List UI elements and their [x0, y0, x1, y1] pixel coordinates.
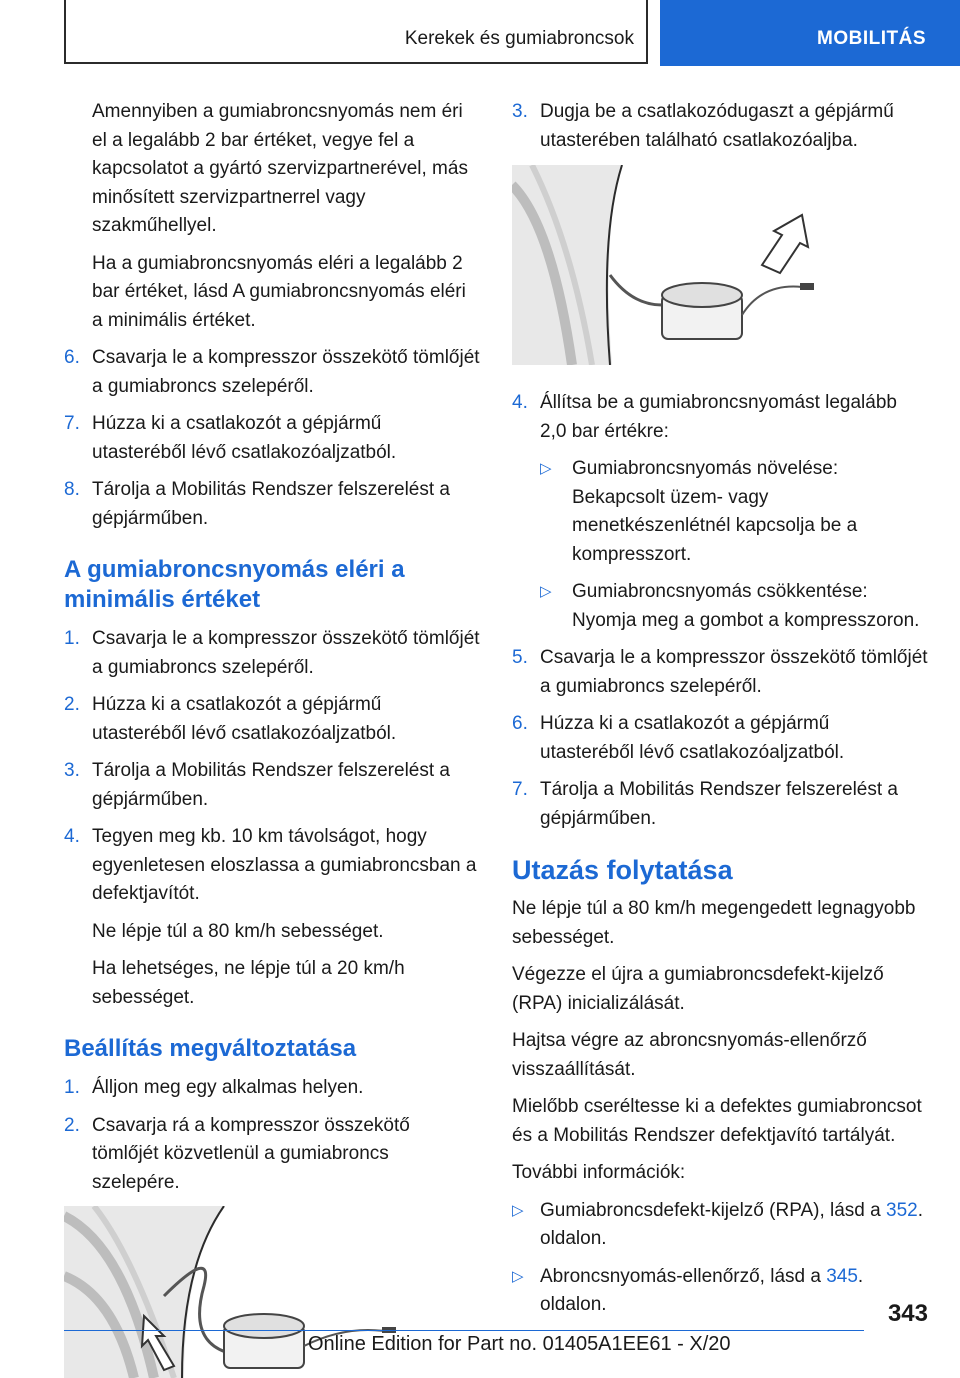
- list-item: [64, 344, 480, 401]
- step-text: Csavarja le a kompresszor összekötő tömlőjét a gumiabroncs szelepéről.: [540, 647, 928, 697]
- page-number: 343: [887, 1300, 928, 1327]
- triangle-bullet-icon: ▷: [540, 583, 552, 600]
- step-number: 7.: [512, 779, 528, 800]
- step-text: Csavarja le a kompresszor összekötő tömlőjét a gumiabroncs szelepéről.: [92, 628, 480, 678]
- heading-continue-journey: Utazás folytatása: [512, 855, 733, 885]
- header-chapter-title: Kerekek és gumiabroncsok: [404, 28, 634, 49]
- note-speed-20: Ha lehetséges, ne lépje túl a 20 km/h sebességet.: [92, 958, 405, 1008]
- heading-minimum-pressure: A gumiabroncsnyomás eléri a minimális értéket: [64, 556, 405, 613]
- step-text: Csavarja le a kompresszor összekötő tömlőjét a gumiabroncs szelepéről.: [92, 347, 480, 397]
- socket-plug-illustration: [512, 165, 928, 365]
- reference-item: [512, 1197, 928, 1254]
- heading-setting-change: Beállítás megváltoztatása: [64, 1035, 357, 1062]
- step-text: Csavarja rá a kompresszor összekötő tömlőjét közvetlenül a gumiabroncs szelepére.: [92, 1114, 410, 1193]
- step-number: 1.: [64, 1077, 80, 1098]
- triangle-bullet-icon: ▷: [512, 1201, 524, 1219]
- header-chapter-box: [64, 0, 648, 64]
- step-number: 8.: [64, 479, 80, 500]
- step-text: Húzza ki a csatlakozót a gépjármű utasteréből lévő csatlakozóaljzatból.: [92, 413, 397, 463]
- step-text: Húzza ki a csatlakozót a gépjármű utasteréből lévő csatlakozóaljzatból.: [540, 713, 845, 763]
- step-number: 4.: [512, 392, 528, 413]
- step-text: Álljon meg egy alkalmas helyen.: [92, 1077, 364, 1098]
- step-text: Dugja be a csatlakozódugaszt a gépjármű utasterében található csatlakozóaljba.: [540, 101, 894, 151]
- step-number: 6.: [64, 347, 80, 368]
- paragraph: Ne lépje túl a 80 km/h megengedett legnagyobb sebességet.: [512, 898, 916, 948]
- list-item: [512, 644, 928, 701]
- step-number: 5.: [512, 647, 528, 668]
- step-number: 7.: [64, 413, 80, 434]
- list-item: [64, 410, 480, 467]
- step-number: 2.: [64, 1114, 80, 1136]
- list-item: [64, 757, 480, 814]
- step-text: Tárolja a Mobilitás Rendszer felszerelést a gépjárműben.: [92, 760, 450, 810]
- step-text: Tárolja a Mobilitás Rendszer felszerelést a gépjárműben.: [540, 779, 898, 829]
- page-link-352[interactable]: 352: [886, 1199, 918, 1221]
- step-number: 3.: [64, 760, 80, 781]
- list-item: [512, 710, 928, 767]
- header-section-tab: [660, 0, 960, 66]
- footer-edition: Online Edition for Part no. 01405A1EE61 - X/20: [308, 1333, 731, 1355]
- step-text: Tárolja a Mobilitás Rendszer felszerelést a gépjárműben.: [92, 479, 450, 529]
- bullet-item: [512, 455, 928, 569]
- step-number: 4.: [64, 826, 80, 847]
- triangle-bullet-icon: ▷: [512, 1267, 524, 1285]
- header-section-title: MOBILITÁS: [817, 28, 926, 49]
- step-text: Állítsa be a gumiabroncsnyomást legalább 2,0 bar értékre:: [540, 392, 897, 442]
- step-number: 3.: [512, 101, 528, 122]
- step-number: 2.: [64, 694, 80, 715]
- paragraph: Végezze el újra a gumiabroncsdefekt-kijelző (RPA) inicializálását.: [512, 964, 884, 1014]
- left-column: [64, 98, 480, 1378]
- list-item: [512, 776, 928, 833]
- list-item: [512, 98, 928, 155]
- triangle-bullet-icon: ▷: [540, 460, 552, 477]
- reference-text: Abroncsnyomás-ellenőrző, lásd a: [540, 1265, 827, 1287]
- bullet-text: Gumiabroncsnyomás csökkentése: Nyomja meg a gombot a kompresszoron.: [572, 581, 920, 631]
- reference-text: . oldalon.: [540, 1265, 864, 1315]
- reference-text: Gumiabroncsdefekt-kijelző (RPA), lásd a: [540, 1199, 886, 1221]
- step-number: 1.: [64, 628, 80, 649]
- intro-paragraph-2: Ha a gumiabroncsnyomás eléri a legalább 2 bar értéket, lásd A gumiabroncsnyomás eléri a minimális értéket.: [92, 252, 466, 331]
- footer-divider: [64, 1330, 864, 1331]
- list-item: [64, 823, 480, 909]
- reference-item: [512, 1263, 928, 1320]
- paragraph: További információk:: [512, 1162, 686, 1183]
- bullet-item: [512, 578, 928, 635]
- bullet-text: Gumiabroncsnyomás növelése: Bekapcsolt üzem- vagy menetkészenlétnél kapcsolja be a kompresszort.: [572, 458, 858, 565]
- step-number: 6.: [512, 713, 528, 734]
- note-speed-80: Ne lépje túl a 80 km/h sebességet.: [92, 920, 384, 942]
- step-text: Tegyen meg kb. 10 km távolságot, hogy egyenletesen eloszlassa a gumiabroncsban a defektjavítót.: [92, 826, 477, 904]
- step-text: Húzza ki a csatlakozót a gépjármű utasteréből lévő csatlakozóaljzatból.: [92, 694, 397, 744]
- list-item: [64, 1074, 480, 1103]
- paragraph: Hajtsa végre az abroncsnyomás-ellenőrző visszaállítását.: [512, 1030, 867, 1080]
- list-item: [64, 476, 480, 533]
- list-item: [64, 1112, 480, 1198]
- list-item: [64, 625, 480, 682]
- list-item: [512, 389, 928, 446]
- reference-text: . oldalon.: [540, 1199, 923, 1249]
- list-item: [64, 691, 480, 748]
- page-link-345[interactable]: 345: [826, 1265, 858, 1287]
- intro-paragraph-1: Amennyiben a gumiabroncsnyomás nem éri el a legalább 2 bar értéket, vegye fel a kapcsolatot a gyártó szervizpartnerével, más minősített szervizpartnerrel vagy szakműhellyel.: [92, 101, 468, 236]
- paragraph: Mielőbb cseréltesse ki a defektes gumiabroncsot és a Mobilitás Rendszer defektjavító tartályát.: [512, 1096, 922, 1146]
- right-column: [512, 98, 928, 1329]
